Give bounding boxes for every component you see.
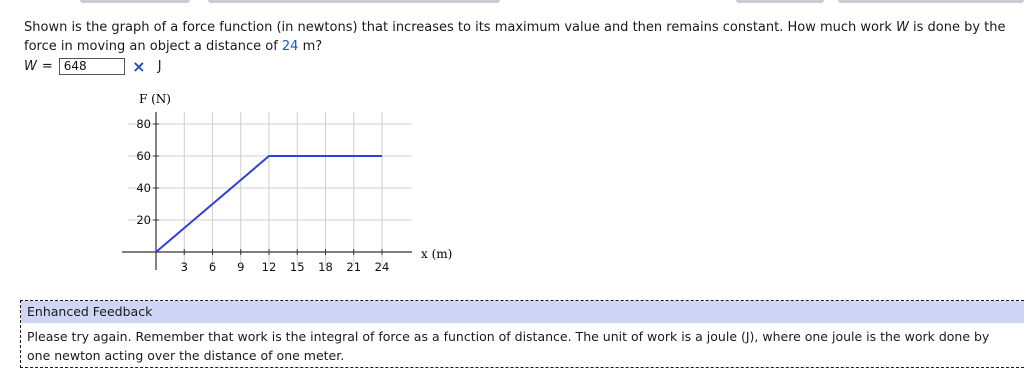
x-tick-label: 24	[374, 260, 390, 274]
feedback-title: Enhanced Feedback	[21, 301, 1024, 323]
y-tick-label: 80	[136, 117, 151, 131]
y-tick-label: 20	[136, 213, 151, 227]
answer-equals: =	[41, 58, 53, 74]
incorrect-icon: ×	[132, 56, 146, 76]
answer-var: W	[24, 58, 37, 74]
x-tick-label: 6	[208, 260, 217, 274]
question-prefix: Shown is the graph of a force function (in newtons) that increases to its maximum value and then remains constant. How much work	[24, 20, 897, 35]
graph-grid	[128, 112, 412, 266]
x-tick-label: 21	[346, 260, 362, 274]
answer-unit: J	[157, 58, 162, 74]
question-middle: is done by the force in moving an object a distance of	[24, 20, 1006, 54]
x-tick-label: 12	[261, 260, 277, 274]
graph-axes	[122, 112, 412, 270]
x-axis-label: x (m)	[421, 247, 453, 261]
y-tick-label: 40	[136, 181, 151, 195]
feedback-text: Please try again. Remember that work is the integral of force as a function of distance. The unit of work is a joule (J), where one joule is the work done by one newton acting over the distance of one meter.	[27, 329, 990, 363]
question-var: W	[896, 20, 909, 35]
x-tick-label: 9	[237, 260, 245, 274]
feedback-panel	[20, 300, 1024, 368]
question-distance: 24	[281, 39, 299, 54]
y-axis-label: F (N)	[138, 92, 172, 106]
graph-ticks	[136, 117, 389, 274]
x-tick-label: 18	[318, 260, 333, 274]
question-suffix: m?	[298, 39, 323, 54]
y-tick-label: 60	[136, 149, 151, 163]
x-tick-label: 3	[180, 260, 188, 274]
x-tick-label: 15	[289, 260, 305, 274]
